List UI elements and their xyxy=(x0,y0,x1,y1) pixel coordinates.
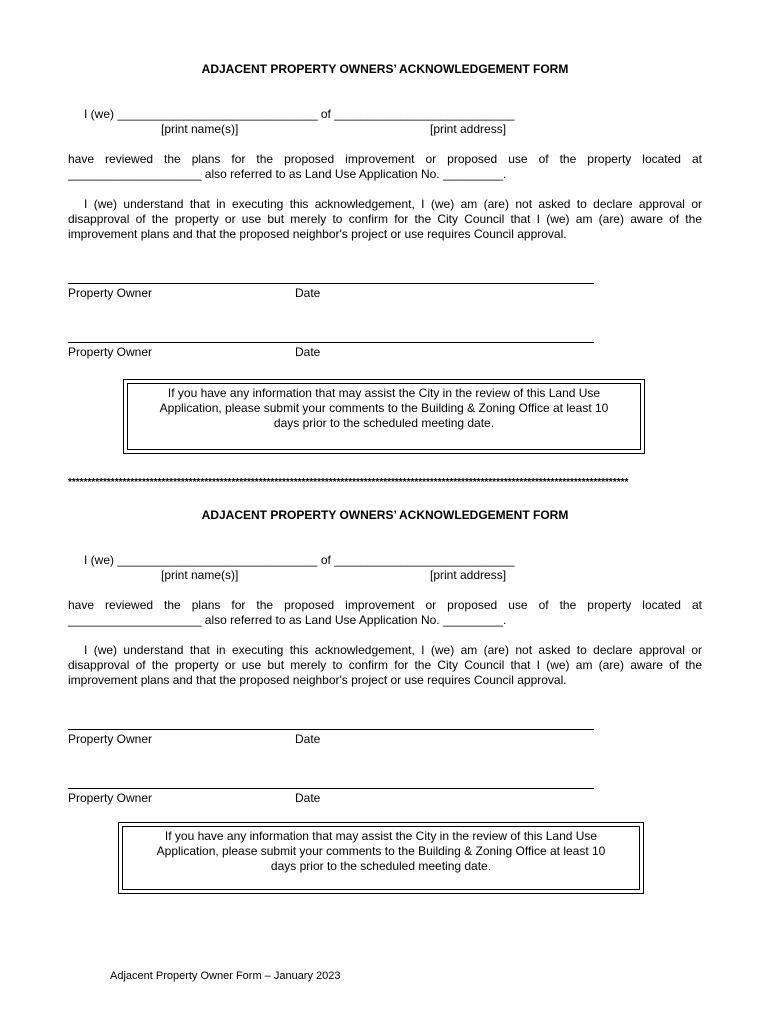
signature-line xyxy=(68,729,594,730)
address-caption: [print address] xyxy=(430,568,507,582)
name-address-line: I (we) ______________________________ of ___________________________ xyxy=(84,107,515,121)
acknowledgement-form-1 xyxy=(0,0,770,440)
address-caption: [print address] xyxy=(430,122,507,136)
understanding-paragraph: I (we) understand that in executing this acknowledgement, I (we) am (are) not asked to declare approval or disapproval of the property or use but merely to confirm for the City Council that I (we) am (are) aware of the improvement plans and that the proposed neighbor's project or use requires Council approval. xyxy=(68,643,702,687)
date-label: Date xyxy=(295,345,321,359)
property-owner-label: Property Owner xyxy=(68,732,153,746)
acknowledgement-form-2 xyxy=(0,446,770,886)
name-caption: [print name(s)] xyxy=(161,568,239,582)
property-owner-label: Property Owner xyxy=(68,791,153,805)
understanding-paragraph: I (we) understand that in executing this acknowledgement, I (we) am (are) not asked to declare approval or disapproval of the property or use but merely to confirm for the City Council that I (we) am (are) aware of the improvement plans and that the proposed neighbor's project or use requires Council approval. xyxy=(68,197,702,241)
notice-box xyxy=(118,822,644,894)
form-title: ADJACENT PROPERTY OWNERS’ ACKNOWLEDGEMENT FORM xyxy=(201,62,569,76)
date-label: Date xyxy=(295,791,321,805)
name-address-line: I (we) ______________________________ of ___________________________ xyxy=(84,553,515,567)
footer-text: Adjacent Property Owner Form – January 2023 xyxy=(110,970,341,982)
name-caption: [print name(s)] xyxy=(161,122,239,136)
notice-text: If you have any information that may assist the City in the review of this Land Use Application, please submit your comments to the Building & Zoning Office at least 10 days prior to the scheduled meeting date. xyxy=(127,383,641,450)
reviewed-paragraph: have reviewed the plans for the proposed improvement or proposed use of the property located at ____________________ also referred to as Land Use Application No. _________. xyxy=(68,152,702,181)
section-separator: ************************************************************************************************************************************************ xyxy=(68,477,629,488)
property-owner-label: Property Owner xyxy=(68,286,153,300)
date-label: Date xyxy=(295,732,321,746)
signature-line xyxy=(68,342,594,343)
notice-text: If you have any information that may assist the City in the review of this Land Use Application, please submit your comments to the Building & Zoning Office at least 10 days prior to the scheduled meeting date. xyxy=(122,826,640,890)
signature-line xyxy=(68,788,594,789)
signature-line xyxy=(68,283,594,284)
property-owner-label: Property Owner xyxy=(68,345,153,359)
date-label: Date xyxy=(295,286,321,300)
reviewed-paragraph: have reviewed the plans for the proposed improvement or proposed use of the property located at ____________________ also referred to as Land Use Application No. _________. xyxy=(68,598,702,627)
notice-box xyxy=(123,379,645,454)
form-title: ADJACENT PROPERTY OWNERS’ ACKNOWLEDGEMENT FORM xyxy=(201,508,569,522)
